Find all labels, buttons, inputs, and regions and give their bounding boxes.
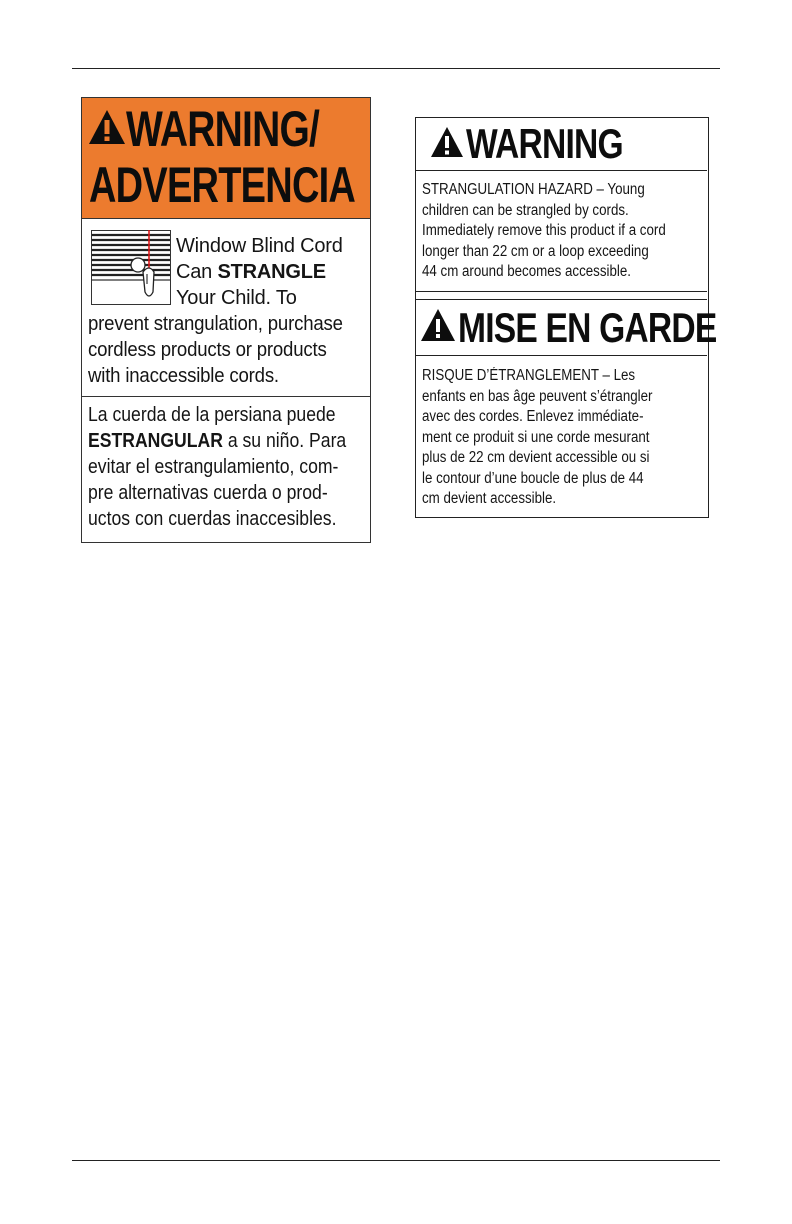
spanish-line-4: pre alternativas cuerda o prod-: [88, 482, 328, 504]
english-line-2: [88, 259, 368, 285]
en-body-line: longer than 22 cm or a loop exceeding: [422, 242, 649, 260]
fr-body-line: enfants en bas âge peuvent s’étrangler: [422, 387, 653, 405]
bilingual-warning-label: [81, 97, 371, 543]
fr-body-line: plus de 22 cm devient accessible ou si: [422, 449, 650, 466]
en-body-line: 44 cm around becomes accessible.: [422, 263, 631, 280]
english-french-warning-label: [415, 117, 717, 518]
mise-en-garde-heading-text: MISE EN GARDE: [458, 303, 717, 351]
section-divider: [416, 291, 707, 292]
fr-body-line: avec des cordes. Enlevez immédiate-: [422, 408, 644, 425]
en-body-line: STRANGULATION HAZARD – Young: [422, 181, 645, 198]
en-body-line: children can be strangled by cords.: [422, 201, 629, 219]
english-warning-text: [82, 219, 370, 397]
french-hazard-text: [422, 366, 708, 510]
spanish-line-1: La cuerda de la persiana puede: [88, 404, 336, 426]
header-rule: [72, 68, 720, 69]
footer-rule: [72, 1160, 720, 1161]
warning-heading-text: WARNING: [466, 120, 623, 167]
english-line-2-pre: Can: [176, 261, 218, 283]
fr-body-line: ment ce produit si une corde mesurant: [422, 428, 650, 446]
english-line-6: with inaccessible cords.: [88, 365, 279, 387]
english-warning-heading: [416, 118, 707, 171]
spanish-line-3: evitar el estrangulamiento, com-: [88, 456, 339, 478]
english-line-5: cordless products or products: [88, 339, 327, 361]
spanish-line-2-post: a su niño. Para: [222, 430, 347, 452]
fr-body-line: le contour d’une boucle de plus de 44: [422, 469, 644, 487]
english-line-1: Window Blind Cord: [176, 235, 343, 257]
advertencia-title: ADVERTENCIA: [89, 157, 356, 213]
en-body-line: Immediately remove this product if a cord: [422, 222, 666, 239]
english-line-4: prevent strangulation, purchase: [88, 313, 343, 335]
warning-triangle-icon: [88, 109, 126, 150]
warning-title: WARNING/: [126, 101, 320, 157]
warning-header-orange: [82, 98, 370, 219]
spanish-warning-text: [88, 402, 370, 532]
estrangular-emphasis: ESTRANGULAR: [88, 430, 223, 452]
spanish-line-5: uctos con cuerdas inaccesibles.: [88, 508, 337, 530]
english-line-3: Your Child. To: [176, 287, 297, 309]
spanish-line-2: [88, 428, 347, 454]
french-warning-heading: [416, 299, 717, 356]
english-hazard-text: [422, 180, 708, 283]
strangle-emphasis: STRANGLE: [217, 261, 326, 283]
warning-triangle-icon: [430, 126, 464, 163]
fr-body-line: cm devient accessible.: [422, 490, 557, 507]
warning-triangle-icon: [420, 308, 456, 347]
fr-body-line: RISQUE D’ÉTRANGLEMENT – Les: [422, 367, 636, 384]
